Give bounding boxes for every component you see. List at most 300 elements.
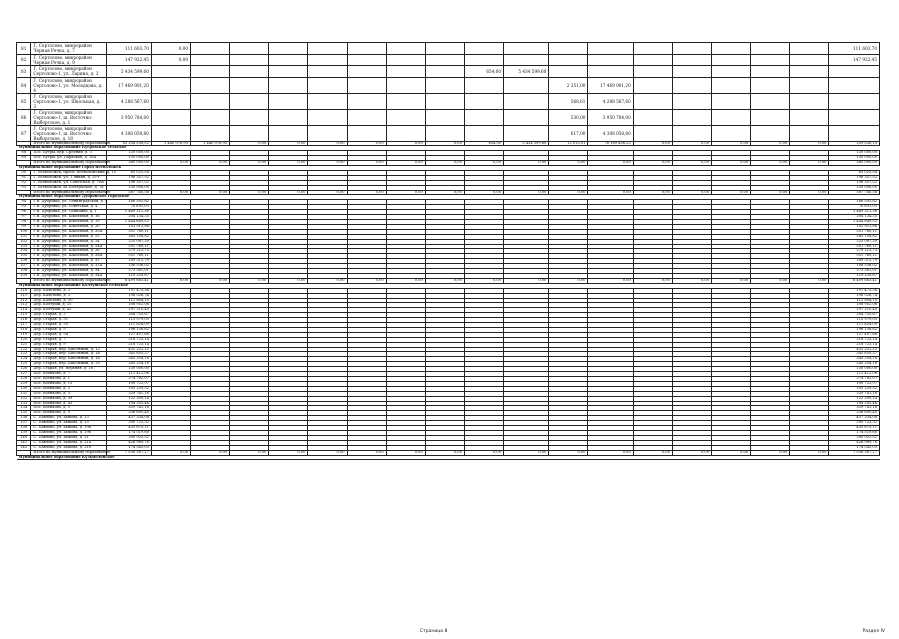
row-number-cell: 104 (17, 249, 31, 254)
row-number-cell: 111 (17, 293, 31, 298)
row-number-cell: 83 (17, 66, 31, 78)
value-cell (308, 125, 347, 141)
value-cell (633, 93, 672, 109)
value-cell (425, 54, 464, 66)
row-number-cell: 92 (17, 180, 31, 185)
value-cell (790, 125, 829, 141)
value-cell (633, 109, 672, 125)
row-number-cell: 133 (17, 401, 31, 406)
row-number-cell: 99 (17, 224, 31, 229)
value-cell (425, 66, 464, 78)
address-cell: Дер. Кальтино, д. 30 (31, 298, 106, 303)
value-cell (386, 77, 425, 93)
value-cell: 0,00 (308, 190, 347, 195)
value-cell: 218 723,14 (829, 337, 880, 342)
value-cell: 17 469 901,20 (588, 77, 633, 93)
row-number-cell: 84 (17, 77, 31, 93)
value-cell: 0,00 (347, 190, 386, 195)
value-cell: 279 213,73 (829, 249, 880, 254)
value-cell (829, 77, 880, 93)
address-cell: Пос. Воейково, д. 43 (31, 401, 106, 406)
row-number-cell: 119 (17, 332, 31, 337)
value-cell: 111 824,09 (829, 323, 880, 328)
value-cell: 5 434 599,60 (106, 66, 151, 78)
value-cell: 551 760,11 (106, 254, 151, 259)
value-cell: 236 695,40 (106, 411, 151, 416)
value-cell: 0,00 (386, 141, 425, 146)
value-cell (751, 66, 790, 78)
value-cell: 130 000,00 (829, 367, 880, 372)
value-cell (386, 109, 425, 125)
value-cell: 130 000,00 (106, 156, 151, 161)
value-cell: 426 989,76 (829, 440, 880, 445)
value-cell: 551 760,11 (829, 229, 880, 234)
value-cell (269, 66, 308, 78)
value-cell (386, 43, 425, 55)
value-cell (790, 77, 829, 93)
value-cell: 104 205,46 (829, 401, 880, 406)
value-cell: 0,00 (269, 278, 308, 283)
address-cell: Г. Всеволожск, ул. 1 линия, д. 25-г (31, 175, 106, 180)
address-cell: Итого по муниципальному образованию (31, 161, 106, 166)
value-cell: 0,00 (588, 190, 633, 195)
value-cell: 329 741,16 (829, 406, 880, 411)
row-number-cell: 113 (17, 303, 31, 308)
value-cell: 0,00 (549, 190, 588, 195)
value-cell: 174 545,03 (106, 445, 151, 450)
address-cell: Г.п. Дубровка, ул. Школьная, д. 34 (31, 269, 106, 274)
address-cell: Дер. Колтуши, д. 15 (31, 303, 106, 308)
value-cell (269, 54, 308, 66)
value-cell (504, 109, 549, 125)
value-cell (712, 125, 751, 141)
value-cell: 0,00 (633, 190, 672, 195)
value-cell (425, 109, 464, 125)
value-cell: 4 288 567,60 (588, 93, 633, 109)
value-cell: 1 440 976,95 (191, 141, 230, 146)
value-cell: 345 655,27 (829, 352, 880, 357)
value-cell: 106 536,02 (106, 264, 151, 269)
row-number-cell: 112 (17, 298, 31, 303)
value-cell: 0,00 (425, 450, 464, 455)
row-number-cell: 135 (17, 411, 31, 416)
value-cell (464, 77, 503, 93)
value-cell: 0,00 (790, 190, 829, 195)
value-cell (347, 125, 386, 141)
value-cell: 0,00 (672, 450, 711, 455)
value-cell: 0,00 (504, 161, 549, 166)
value-cell (829, 109, 880, 125)
value-cell (790, 66, 829, 78)
value-cell: 0,00 (790, 141, 829, 146)
row-number-cell: 101 (17, 234, 31, 239)
address-cell: Г. Всеволожск, просп. Всеволожский, д. 15 (31, 170, 106, 175)
value-cell: 0,00 (464, 190, 503, 195)
row-number-cell: 122 (17, 347, 31, 352)
address-cell: Г. Сертолово, микрорайон Сертолово-1, ул. Ларина, д. 2 (31, 66, 106, 78)
value-cell (751, 125, 790, 141)
value-cell (191, 66, 230, 78)
address-cell: Г.п. Дубровка, ул. Школьная, д. 24А (31, 244, 106, 249)
value-cell: 112 804,10 (829, 298, 880, 303)
row-number-cell: 87 (17, 125, 31, 141)
value-cell: 103 913,86 (829, 224, 880, 229)
value-cell: 329 741,16 (106, 391, 151, 396)
value-cell: 0,00 (588, 278, 633, 283)
address-cell: Дер. Старая, д. 35 (31, 323, 106, 328)
value-cell: 0,00 (269, 161, 308, 166)
address-cell: Г.п. Дубровка, ул. Школьная, д. 22 (31, 234, 106, 239)
value-cell: 0,00 (191, 190, 230, 195)
value-cell: 551 760,11 (829, 244, 880, 249)
value-cell (347, 77, 386, 93)
value-cell (588, 66, 633, 78)
value-cell: 0,00 (151, 43, 190, 55)
value-cell (191, 93, 230, 109)
value-cell: 4 288 567,60 (106, 93, 151, 109)
row-number-cell: 129 (17, 381, 31, 386)
address-cell: Пос. Воейково, д. 15 (31, 381, 106, 386)
row-number-cell: 95 (17, 205, 31, 210)
address-cell: Пос. Воейково, д. 9 (31, 411, 106, 416)
value-cell (504, 43, 549, 55)
value-cell: 7 538 367,17 (106, 450, 151, 455)
address-cell: Дер. Старая, д. 9 (31, 342, 106, 347)
value-cell: 273 361,01 (106, 269, 151, 274)
value-cell: 587 740,58 (106, 190, 151, 195)
value-cell (633, 43, 672, 55)
value-cell: 6 499 663,41 (829, 278, 880, 283)
value-cell: 218 723,14 (106, 337, 151, 342)
value-cell (230, 66, 269, 78)
address-cell: Дер. Старая, пер. Школьный, д. 14 (31, 352, 106, 357)
value-cell: 0,00 (308, 278, 347, 283)
address-cell: Итого по муниципальному образованию (31, 450, 106, 455)
value-cell: 196 158,62 (106, 327, 151, 332)
address-cell: Г.п. Дубровка, ул. Школьная, д. 32 (31, 259, 106, 264)
value-cell: 204 134,33 (106, 215, 151, 220)
value-cell (308, 93, 347, 109)
value-cell: 147 922,45 (829, 54, 880, 66)
address-cell: Дер. Старая, д. 54 (31, 332, 106, 337)
value-cell: 0,00 (504, 190, 549, 195)
value-cell: 0,00 (633, 161, 672, 166)
value-cell: 65 025,54 (106, 170, 151, 175)
address-cell: Г.п. Дубровка, ул. Школьная, д. 19 (31, 220, 106, 225)
row-number-cell: 117 (17, 323, 31, 328)
address-cell: Дер. Старая, ул. Верхняя, д. 16 (31, 367, 106, 372)
address-cell: Итого по муниципальному образованию (31, 141, 106, 146)
value-cell (588, 54, 633, 66)
row-number-cell: 134 (17, 406, 31, 411)
value-cell: 225 087,20 (106, 239, 151, 244)
value-cell: 130 000,00 (829, 156, 880, 161)
value-cell: 174 545,03 (829, 445, 880, 450)
section-title: Муниципальное образование Кузьмоловское (17, 455, 880, 460)
value-cell: 197 473,36 (106, 288, 151, 293)
address-cell: Г. Сертолово, микрорайон Черная Речка, д. 9 (31, 54, 106, 66)
value-cell: 260 000,00 (106, 161, 151, 166)
row-number-cell: 115 (17, 313, 31, 318)
value-cell: 0,00 (464, 161, 503, 166)
value-cell (269, 109, 308, 125)
value-cell: 0,00 (269, 450, 308, 455)
value-cell (672, 109, 711, 125)
value-cell: 0,00 (151, 54, 190, 66)
value-cell (230, 77, 269, 93)
value-cell: 0,00 (751, 278, 790, 283)
table-row (17, 77, 880, 93)
row-number-cell: 107 (17, 264, 31, 269)
address-cell: Г.п. Дубровка, ул. Школьная, д. 34А (31, 273, 106, 278)
value-cell: 0,00 (549, 450, 588, 455)
address-cell: Г. Всеволожск, ул. Советская, д. 70А (31, 180, 106, 185)
value-cell: 587 740,58 (829, 190, 880, 195)
row-number-cell: 103 (17, 244, 31, 249)
value-cell (151, 125, 190, 141)
value-cell (386, 66, 425, 78)
table-body (17, 43, 880, 460)
row-number-cell: 141 (17, 440, 31, 445)
row-number-cell: 140 (17, 435, 31, 440)
value-cell (549, 54, 588, 66)
address-cell: Дер. Старая, д. 5 (31, 327, 106, 332)
value-cell: 115 979,05 (106, 318, 151, 323)
value-cell: 345 655,27 (106, 352, 151, 357)
address-cell: Пос. Воейково, д. 3 (31, 391, 106, 396)
value-cell: 1 440 976,95 (151, 141, 190, 146)
address-cell: Г.п. Дубровка, ул. Ленинградская, д. 4 (31, 200, 106, 205)
value-cell: 218 723,14 (106, 342, 151, 347)
value-cell: 103 913,86 (106, 224, 151, 229)
value-cell (672, 125, 711, 141)
row-number-cell: 123 (17, 352, 31, 357)
value-cell: 130 000,00 (106, 185, 151, 190)
value-cell: 617,00 (549, 125, 588, 141)
value-cell (549, 43, 588, 55)
row-number-cell: 97 (17, 215, 31, 220)
value-cell: 0,00 (425, 161, 464, 166)
value-cell (191, 77, 230, 93)
value-cell (464, 125, 503, 141)
value-cell (191, 109, 230, 125)
value-cell (633, 54, 672, 66)
value-cell: 0,00 (347, 141, 386, 146)
value-cell: 3 950 784,00 (588, 109, 633, 125)
row-number-cell: 126 (17, 367, 31, 372)
value-cell (230, 43, 269, 55)
value-cell: 130 000,00 (106, 151, 151, 156)
value-cell: 166 592,82 (106, 200, 151, 205)
address-cell: Пос. Воейково, д. 1 (31, 377, 106, 382)
value-cell (347, 43, 386, 55)
value-cell: 196 357,52 (829, 180, 880, 185)
value-cell: 437 334,08 (829, 416, 880, 421)
value-cell (425, 43, 464, 55)
row-number-cell: 82 (17, 54, 31, 66)
value-cell (633, 77, 672, 93)
address-cell: Пос. Воейково, д. 2 (31, 386, 106, 391)
value-cell: 0,00 (386, 450, 425, 455)
row-number-cell: 137 (17, 421, 31, 426)
value-cell: 0,00 (588, 450, 633, 455)
value-cell: 200 922,52 (106, 435, 151, 440)
value-cell (347, 93, 386, 109)
row-number-cell: 128 (17, 377, 31, 382)
value-cell: 0,00 (549, 278, 588, 283)
value-cell (425, 125, 464, 141)
value-cell: 432 222,13 (106, 347, 151, 352)
row-number-cell: 127 (17, 372, 31, 377)
value-cell (464, 93, 503, 109)
value-cell (151, 93, 190, 109)
value-cell: 245 254,18 (829, 357, 880, 362)
value-cell (790, 54, 829, 66)
address-cell: Г. Сертолово, микрорайон Сертолово-1, ул. Молодцова, д. 4 (31, 77, 106, 93)
value-cell (751, 43, 790, 55)
value-cell: 197 210,40 (829, 308, 880, 313)
value-cell (308, 43, 347, 55)
value-cell (672, 77, 711, 93)
value-cell: 568,61 (549, 93, 588, 109)
value-cell: 197 210,40 (106, 308, 151, 313)
address-cell: Дер. Старая, пер. Школьный, д. 12 (31, 347, 106, 352)
value-cell (464, 43, 503, 55)
address-cell: Г. Всеволожск, ш. Колтушское, д. 78 (31, 185, 106, 190)
value-cell (230, 54, 269, 66)
row-number-cell: 85 (17, 93, 31, 109)
row-number-cell: 100 (17, 229, 31, 234)
value-cell (191, 43, 230, 55)
value-cell: 70 691,03 (829, 205, 880, 210)
value-cell: 0,00 (308, 141, 347, 146)
value-cell: 122 209,14 (106, 396, 151, 401)
address-cell: С. Павлово, ул. Быкова, д. 13 (31, 416, 106, 421)
value-cell (504, 125, 549, 141)
table-row (17, 125, 880, 141)
value-cell (191, 54, 230, 66)
value-cell (588, 43, 633, 55)
value-cell: 127 407,68 (829, 332, 880, 337)
value-cell (504, 54, 549, 66)
value-cell: 196 158,62 (829, 327, 880, 332)
value-cell (425, 93, 464, 109)
value-cell: 189 312,70 (106, 259, 151, 264)
value-cell: 174 519,60 (829, 430, 880, 435)
address-cell: Дер. Старая, пер. Школьный, д. 16 (31, 357, 106, 362)
value-cell: 245 254,18 (829, 362, 880, 367)
value-cell: 0,00 (386, 278, 425, 283)
value-cell: 6 499 663,41 (106, 278, 151, 283)
value-cell: 0,00 (230, 278, 269, 283)
address-cell: Дер. Старая, д. 31 (31, 318, 106, 323)
value-cell: 0,00 (347, 450, 386, 455)
value-cell: 196 526,74 (106, 293, 151, 298)
address-cell: Г.п. Дубровка, ул. Школьная, д. 32А (31, 264, 106, 269)
value-cell: 1 444 649,53 (106, 220, 151, 225)
value-cell: 197 473,36 (829, 288, 880, 293)
row-number-cell: 91 (17, 175, 31, 180)
value-cell (712, 54, 751, 66)
value-cell: 204 755,67 (106, 313, 151, 318)
value-cell: 127 407,68 (106, 332, 151, 337)
value-cell: 0,00 (751, 190, 790, 195)
value-cell (751, 109, 790, 125)
budget-table (16, 42, 880, 460)
value-cell (672, 43, 711, 55)
value-cell: 0,00 (269, 190, 308, 195)
value-cell (230, 93, 269, 109)
address-cell: Г.п. Дубровка, ул. Школьная, д. 20 (31, 224, 106, 229)
value-cell: 426 989,76 (106, 440, 151, 445)
row-number-cell: 132 (17, 396, 31, 401)
value-cell: 0,00 (230, 450, 269, 455)
row-number-cell: 130 (17, 386, 31, 391)
value-cell: 0,00 (672, 141, 711, 146)
value-cell: 83 304 558,92 (106, 141, 151, 146)
value-cell: 190 722,97 (829, 381, 880, 386)
address-cell: Дер. Кальтино, д. 2 (31, 293, 106, 298)
row-number-cell: 105 (17, 254, 31, 259)
row-number-cell: 86 (17, 109, 31, 125)
address-cell: С. Павлово, ул. Быкова, д. 21а (31, 440, 106, 445)
value-cell: 218 723,14 (829, 342, 880, 347)
value-cell: 166 592,82 (829, 200, 880, 205)
value-cell (269, 43, 308, 55)
value-cell: 1 444 649,53 (829, 220, 880, 225)
value-cell: 0,00 (672, 161, 711, 166)
section-title: Муниципальное образование Город Всеволожск (17, 166, 880, 171)
value-cell (308, 77, 347, 93)
value-cell: 329 741,16 (106, 406, 151, 411)
value-cell: 119 220,67 (829, 273, 880, 278)
value-cell (549, 66, 588, 78)
value-cell: 654,00 (464, 141, 503, 146)
value-cell: 0,00 (191, 278, 230, 283)
value-cell (308, 109, 347, 125)
value-cell: 130 000,00 (829, 185, 880, 190)
value-cell: 274 782,07 (106, 377, 151, 382)
value-cell (347, 109, 386, 125)
value-cell: 4 308 058,80 (588, 125, 633, 141)
section-label: Раздел IV (862, 629, 885, 634)
address-cell: Дер. Старая, д. 3 (31, 313, 106, 318)
row-number-cell: 131 (17, 391, 31, 396)
address-cell: С. Павлово, ул. Быкова, д. 15 (31, 421, 106, 426)
value-cell: 1 469 311,36 (829, 210, 880, 215)
address-cell: С. Павлово, ул. Быкова, д. 21 (31, 435, 106, 440)
value-cell (151, 109, 190, 125)
value-cell: 122 209,14 (829, 396, 880, 401)
value-cell: 283 158,82 (106, 234, 151, 239)
address-cell: Г. Сертолово, микрорайон Сертолово-1, ш. Восточно-Выборгское, д. 1 (31, 109, 106, 125)
value-cell: 437 334,08 (106, 416, 151, 421)
value-cell: 0,00 (191, 450, 230, 455)
value-cell: 108 952,06 (106, 303, 151, 308)
value-cell (269, 93, 308, 109)
value-cell: 0,00 (633, 141, 672, 146)
row-number-cell: 108 (17, 269, 31, 274)
address-cell: Пос. Бугры, пер. Средний, д. 3 (31, 151, 106, 156)
value-cell: 147 922,45 (106, 54, 151, 66)
row-number-cell: 90 (17, 170, 31, 175)
row-number-cell: 116 (17, 318, 31, 323)
value-cell: 245 254,18 (106, 362, 151, 367)
value-cell (790, 93, 829, 109)
row-number-cell: 98 (17, 220, 31, 225)
value-cell: 130 000,00 (106, 367, 151, 372)
value-cell: 17 469 901,20 (106, 77, 151, 93)
